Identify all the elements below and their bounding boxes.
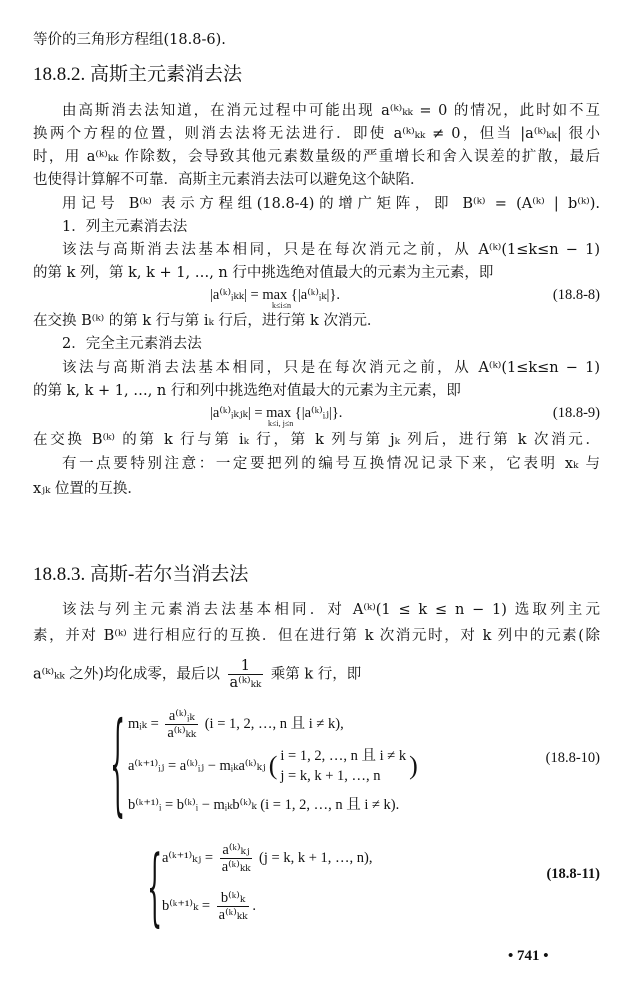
fraction (220, 842, 253, 875)
condition: i = 1, 2, …, n 且 i ≠ k (280, 748, 407, 764)
equation-subscript: k≤i≤n (272, 301, 292, 310)
equation-row (162, 842, 372, 875)
denominator: a⁽ᵏ⁾ₖₖ (218, 907, 248, 923)
equation-18-8-9: |a⁽ᵏ⁾ᵢₖⱼₖ| = max {|a⁽ᵏ⁾ᵢⱼ|}. (210, 405, 343, 421)
condition: (j = k, k + 1, …, n), (259, 849, 373, 866)
text-line: 的第 k 列，第 k, k + 1, …, n 行中挑选绝对值最大的元素为主元素，即 (33, 265, 494, 281)
denominator: a⁽ᵏ⁾ₖₖ (167, 725, 197, 741)
left-paren: ( (268, 751, 278, 780)
fraction (165, 708, 198, 741)
fraction (228, 658, 264, 691)
text-line: 该法与高斯消去法基本相同，只是在每次消元之前，从 A⁽ᵏ⁾(1≤k≤n − 1) (62, 360, 600, 376)
denominator: a⁽ᵏ⁾ₖₖ (221, 859, 251, 875)
left-brace: { (147, 838, 163, 936)
lhs: a⁽ᵏ⁺¹⁾ₖⱼ = (162, 849, 214, 866)
text: 乘第 k 行，即 (270, 666, 362, 683)
text-line: 的第 k, k + 1, …, n 行和列中挑选绝对值最大的元素为主元素，即 (33, 383, 461, 399)
text-line (33, 658, 600, 691)
equation-number: (18.8-11) (546, 866, 600, 882)
numerator: a⁽ᵏ⁾ₖⱼ (220, 842, 253, 859)
lhs: mᵢₖ = (128, 715, 159, 732)
subsection-heading: 1．列主元素消去法 (62, 219, 188, 235)
condition: (i = 1, 2, …, n 且 i ≠ k), (204, 715, 344, 732)
lhs: a⁽ᵏ⁺¹⁾ᵢⱼ = a⁽ᵏ⁾ᵢⱼ − mᵢₖa⁽ᵏ⁾ₖⱼ (128, 758, 266, 774)
text-line: 在交换 B⁽ᵏ⁾ 的第 k 行与第 iₖ 行，第 k 列与第 jₖ 列后，进行第 k 次消元． (33, 432, 600, 448)
text-line: 也使得计算解不可靠．高斯主元素消去法可以避免这个缺陷． (33, 172, 425, 188)
equation-row: b⁽ᵏ⁺¹⁾ᵢ = b⁽ᵏ⁾ᵢ − mᵢₖb⁽ᵏ⁾ₖ (i = 1, 2, …, n 且 i ≠ k). (128, 797, 400, 813)
equation-row (162, 890, 256, 923)
text-line: 该法与列主元素消去法基本相同．对 A⁽ᵏ⁾(1 ≤ k ≤ n − 1) 选取列主元 (62, 602, 600, 618)
lhs: b⁽ᵏ⁺¹⁾ₖ = (162, 897, 211, 914)
left-brace: { (110, 700, 126, 829)
text-line: 由高斯消去法知道，在消元过程中可能出现 a⁽ᵏ⁾ₖₖ = 0 的情况，此时如不互 (62, 103, 600, 119)
page-number: • 741 • (508, 948, 549, 964)
condition: j = k, k + 1, …, n (280, 768, 381, 784)
condition-stack (280, 746, 406, 786)
numerator: b⁽ᵏ⁾ₖ (217, 890, 250, 907)
text-line: xⱼₖ 位置的互换． (33, 481, 142, 497)
text-line: 该法与高斯消去法基本相同，只是在每次消元之前，从 A⁽ᵏ⁾(1≤k≤n − 1) (62, 242, 600, 258)
equation-subscript: k≤i, j≤n (268, 419, 294, 428)
section-heading-18-8-3: 18.8.3. 高斯-若尔当消去法 (33, 564, 249, 585)
subsection-heading: 2．完全主元素消去法 (62, 336, 202, 352)
text-line: 有一点要特别注意：一定要把列的编号互换情况记录下来，它表明 xₖ 与 (62, 456, 600, 472)
text-line: 等价的三角形方程组(18.8-6). (33, 32, 226, 48)
numerator: a⁽ᵏ⁾ᵢₖ (165, 708, 198, 725)
denominator: a⁽ᵏ⁾ₖₖ (229, 675, 262, 691)
text-line: 在交换 B⁽ᵏ⁾ 的第 k 行与第 iₖ 行后，进行第 k 次消元． (33, 313, 382, 329)
numerator: 1 (228, 658, 264, 675)
fraction (217, 890, 250, 923)
punctuation: . (252, 897, 257, 914)
text-line: 素，并对 B⁽ᵏ⁾ 进行相应行的互换．但在进行第 k 次消元时，对 k 列中的元素(除 (33, 628, 600, 644)
right-paren: ) (409, 751, 418, 780)
equation-row (128, 708, 344, 741)
text-line: 用记号 B⁽ᵏ⁾ 表示方程组(18.8-4)的增广矩阵，即 B⁽ᵏ⁾ = (A⁽ᵏ⁾ | b⁽ᵏ⁾). (62, 196, 600, 212)
equation-number: (18.8-10) (545, 750, 600, 766)
text: a⁽ᵏ⁾ₖₖ 之外)均化成零，最后以 (33, 666, 220, 683)
equation-number: (18.8-8) (552, 287, 600, 303)
equation-number: (18.8-9) (552, 405, 600, 421)
equation-row (128, 746, 421, 786)
equation-18-8-8: |a⁽ᵏ⁾ᵢₖₖ| = max {|a⁽ᵏ⁾ᵢₖ|}. (210, 287, 341, 303)
text-line: 时，用 a⁽ᵏ⁾ₖₖ 作除数，会导致其他元素数量级的严重增长和舍入误差的扩散，最后 (33, 149, 600, 165)
section-heading-18-8-2: 18.8.2. 高斯主元素消去法 (33, 64, 243, 85)
text-line: 换两个方程的位置，则消去法将无法进行．即使 a⁽ᵏ⁾ₖₖ ≠ 0，但当 |a⁽ᵏ⁾ₖₖ| 很小 (33, 126, 600, 142)
